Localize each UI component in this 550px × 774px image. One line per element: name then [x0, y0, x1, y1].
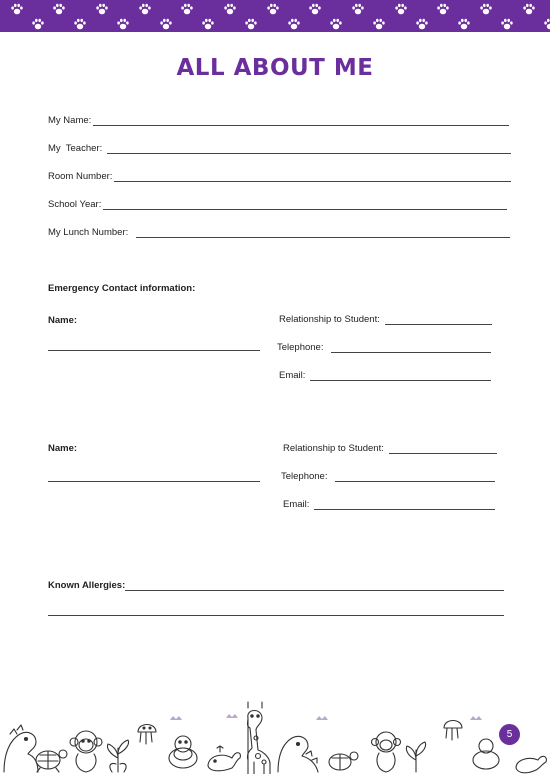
- write-in-line[interactable]: [389, 444, 497, 454]
- field-label: Telephone:: [281, 471, 333, 482]
- field-label: My Name:: [48, 115, 92, 126]
- paw-print-icon: [522, 2, 536, 16]
- paw-print-icon: [329, 17, 343, 31]
- paw-print-icon: [479, 2, 493, 16]
- contact-1-email: [279, 367, 491, 381]
- contact-2-email: [283, 496, 495, 510]
- write-in-line[interactable]: [103, 200, 507, 210]
- contact-1-relationship: [279, 311, 492, 325]
- paw-print-icon: [95, 2, 109, 16]
- whale-icon: [208, 746, 240, 771]
- paw-print-icon: [415, 17, 429, 31]
- emergency-heading: Emergency Contact information:: [48, 283, 196, 294]
- field-label: Email:: [279, 370, 309, 381]
- write-in-line[interactable]: [385, 315, 492, 325]
- paw-print-icon: [159, 17, 173, 31]
- paw-print-icon: [436, 2, 450, 16]
- field-known-allergies: [48, 577, 504, 591]
- paw-print-icon: [394, 2, 408, 16]
- paw-print-icon: [31, 17, 45, 31]
- dinosaur-icon: [278, 736, 318, 772]
- write-in-line[interactable]: [136, 228, 510, 238]
- paw-print-icon: [500, 17, 514, 31]
- paw-print-icon: [308, 2, 322, 16]
- paw-print-icon: [180, 2, 194, 16]
- page-title: ALL ABOUT ME: [176, 55, 374, 81]
- field-label: School Year:: [48, 199, 102, 210]
- write-in-line[interactable]: [335, 472, 495, 482]
- turtle-icon: [36, 750, 67, 772]
- paw-print-icon: [372, 17, 386, 31]
- paw-print-icon: [52, 2, 66, 16]
- snake-icon: [169, 736, 197, 768]
- page-number-badge: 5: [499, 724, 520, 745]
- field-label: Telephone:: [277, 342, 329, 353]
- contact-2-relationship: [283, 440, 497, 454]
- turtle-icon: [329, 752, 358, 770]
- paw-print-icon: [138, 2, 152, 16]
- paw-print-icon: [266, 2, 280, 16]
- plant-icon: [107, 740, 128, 772]
- contact-1-name-label: Name:: [48, 315, 78, 326]
- write-in-line[interactable]: [331, 343, 491, 353]
- dinosaur-icon: [4, 725, 38, 772]
- paw-print-icon: [10, 2, 24, 16]
- monkey-icon: [70, 731, 102, 772]
- contact-2-name-line[interactable]: [48, 481, 260, 482]
- write-in-line[interactable]: [310, 371, 491, 381]
- whale-icon: [516, 756, 546, 772]
- field-label: Room Number:: [48, 171, 113, 182]
- field-label: My Teacher:: [48, 143, 105, 154]
- contact-1-name-line[interactable]: [48, 350, 260, 351]
- crown-icon: [170, 714, 482, 720]
- paw-print-icon: [543, 17, 550, 31]
- field-school-year: [48, 196, 507, 210]
- paw-print-icon: [223, 2, 237, 16]
- paw-print-icon: [351, 2, 365, 16]
- paw-print-icon: [287, 17, 301, 31]
- write-in-line[interactable]: [314, 500, 495, 510]
- field-my-teacher: [48, 140, 511, 154]
- giraffe-icon: [247, 702, 270, 774]
- plant-icon: [406, 742, 425, 772]
- contact-2-name-label: Name:: [48, 443, 78, 454]
- animal-doodle-border: [0, 698, 550, 774]
- paw-print-icon: [201, 17, 215, 31]
- allergies-second-line[interactable]: [48, 615, 504, 616]
- field-label: Email:: [283, 499, 313, 510]
- monkey-icon: [372, 732, 401, 772]
- field-my-name: [48, 112, 509, 126]
- field-room-number: [48, 168, 511, 182]
- field-label: Relationship to Student:: [279, 314, 383, 325]
- jellyfish-icon: [138, 725, 156, 745]
- field-label: My Lunch Number:: [48, 227, 134, 238]
- field-label: Relationship to Student:: [283, 443, 387, 454]
- field-lunch-number: [48, 224, 510, 238]
- write-in-line[interactable]: [114, 172, 511, 182]
- contact-2-telephone: [281, 468, 495, 482]
- contact-1-telephone: [277, 339, 491, 353]
- write-in-line[interactable]: [125, 581, 504, 591]
- write-in-line[interactable]: [93, 116, 509, 126]
- paw-print-banner: [0, 0, 550, 32]
- jellyfish-icon: [444, 721, 462, 741]
- paw-print-icon: [73, 17, 87, 31]
- field-label: Known Allergies:: [48, 580, 126, 591]
- snake-icon: [473, 739, 499, 769]
- write-in-line[interactable]: [107, 144, 511, 154]
- paw-print-icon: [244, 17, 258, 31]
- paw-print-icon: [457, 17, 471, 31]
- paw-print-icon: [116, 17, 130, 31]
